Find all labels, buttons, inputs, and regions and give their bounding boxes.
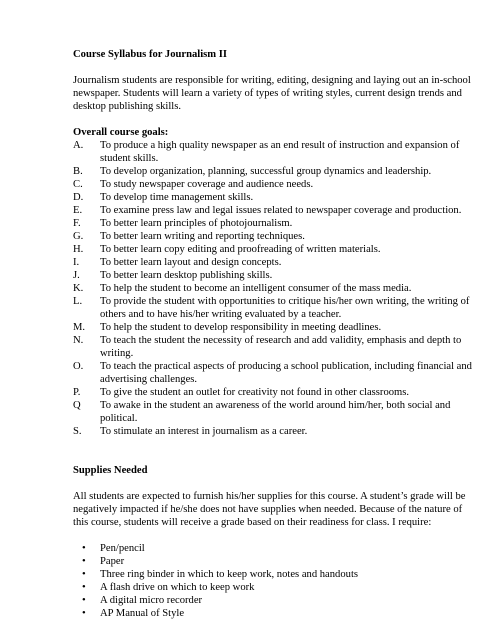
goal-letter: A.	[73, 140, 84, 151]
goal-item	[73, 399, 473, 425]
goal-text: To study newspaper coverage and audience needs.	[100, 179, 314, 190]
goal-letter: E.	[73, 205, 83, 216]
supplies-paragraph: All students are expected to furnish his/her supplies for this course. A student’s grade will be negatively impacted if he/she does not have supplies when needed. Because of the nature of this course, students will receive a grade based on their readiness for class. I require:	[73, 491, 466, 528]
supply-item	[73, 581, 473, 594]
goal-letter: M.	[73, 322, 86, 333]
supply-text: Pen/pencil	[100, 543, 145, 554]
goal-letter: K.	[73, 283, 84, 294]
goal-item	[73, 386, 473, 399]
goal-letter: D.	[73, 192, 84, 203]
goal-text: To stimulate an interest in journalism as a career.	[100, 426, 308, 437]
supplies-list	[73, 542, 473, 620]
goal-text: To teach the student the necessity of research and add validity, emphasis and depth to writing.	[100, 335, 462, 359]
goal-item	[73, 139, 473, 165]
goal-item	[73, 321, 473, 334]
goal-letter: G.	[73, 231, 84, 242]
goal-text: To develop time management skills.	[100, 192, 254, 203]
goal-letter: P.	[73, 387, 81, 398]
goal-letter: Q	[73, 400, 81, 411]
bullet-icon: •	[82, 595, 86, 606]
goal-text: To better learn writing and reporting techniques.	[100, 231, 305, 242]
bullet-icon: •	[82, 608, 86, 619]
goal-text: To awake in the student an awareness of the world around him/her, both social and political.	[100, 400, 451, 424]
goal-item	[73, 243, 473, 256]
supply-item	[73, 607, 473, 620]
goal-text: To help the student to become an intelligent consumer of the mass media.	[100, 283, 412, 294]
supply-text: A flash drive on which to keep work	[100, 582, 255, 593]
document-page	[73, 48, 473, 620]
goal-text: To better learn layout and design concepts.	[100, 257, 282, 268]
intro-paragraph: Journalism students are responsible for writing, editing, designing and laying out an in-school newspaper. Students will learn a variety of types of writing styles, current design trends and desktop publishing skills.	[73, 75, 471, 112]
goal-letter: J.	[73, 270, 80, 281]
goal-item	[73, 334, 473, 360]
goal-item	[73, 256, 473, 269]
goal-item	[73, 178, 473, 191]
goal-letter: F.	[73, 218, 81, 229]
supply-text: A digital micro recorder	[100, 595, 203, 606]
supply-text: Three ring binder in which to keep work, notes and handouts	[100, 569, 359, 580]
goal-item	[73, 204, 473, 217]
goal-letter: S.	[73, 426, 82, 437]
goal-item	[73, 165, 473, 178]
goals-heading: Overall course goals:	[73, 127, 169, 138]
bullet-icon: •	[82, 543, 86, 554]
goal-text: To teach the practical aspects of producing a school publication, including financial and advertising challenges.	[100, 361, 472, 385]
goal-letter: H.	[73, 244, 84, 255]
supply-text: AP Manual of Style	[100, 608, 185, 619]
goal-letter: I.	[73, 257, 80, 268]
goal-text: To give the student an outlet for creativity not found in other classrooms.	[100, 387, 410, 398]
supply-item	[73, 594, 473, 607]
goal-text: To better learn copy editing and proofreading of written materials.	[100, 244, 381, 255]
bullet-icon: •	[82, 556, 86, 567]
goal-letter: N.	[73, 335, 84, 346]
supply-item	[73, 555, 473, 568]
goal-letter: L.	[73, 296, 83, 307]
goal-text: To produce a high quality newspaper as an end result of instruction and expansion of student skills.	[100, 140, 460, 164]
supplies-heading: Supplies Needed	[73, 465, 148, 476]
goal-text: To better learn principles of photojournalism.	[100, 218, 293, 229]
supply-item	[73, 568, 473, 581]
bullet-icon: •	[82, 569, 86, 580]
goal-text: To examine press law and legal issues related to newspaper coverage and production.	[100, 205, 462, 216]
goal-letter: C.	[73, 179, 83, 190]
goal-text: To help the student to develop responsibility in meeting deadlines.	[100, 322, 382, 333]
goal-item	[73, 425, 473, 438]
goal-item	[73, 282, 473, 295]
goal-text: To better learn desktop publishing skills.	[100, 270, 273, 281]
goal-letter: B.	[73, 166, 83, 177]
supply-text: Paper	[100, 556, 125, 567]
goal-letter: O.	[73, 361, 84, 372]
goal-item	[73, 295, 473, 321]
supply-item	[73, 542, 473, 555]
goals-list	[73, 139, 473, 438]
goal-item	[73, 360, 473, 386]
goal-text: To develop organization, planning, successful group dynamics and leadership.	[100, 166, 432, 177]
bullet-icon: •	[82, 582, 86, 593]
goal-item	[73, 269, 473, 282]
page-title: Course Syllabus for Journalism II	[73, 49, 228, 60]
goal-item	[73, 217, 473, 230]
goal-item	[73, 191, 473, 204]
goal-item	[73, 230, 473, 243]
goal-text: To provide the student with opportunities to critique his/her own writing, the writing of others and to have his/her writing evaluated by a teacher.	[100, 296, 470, 320]
